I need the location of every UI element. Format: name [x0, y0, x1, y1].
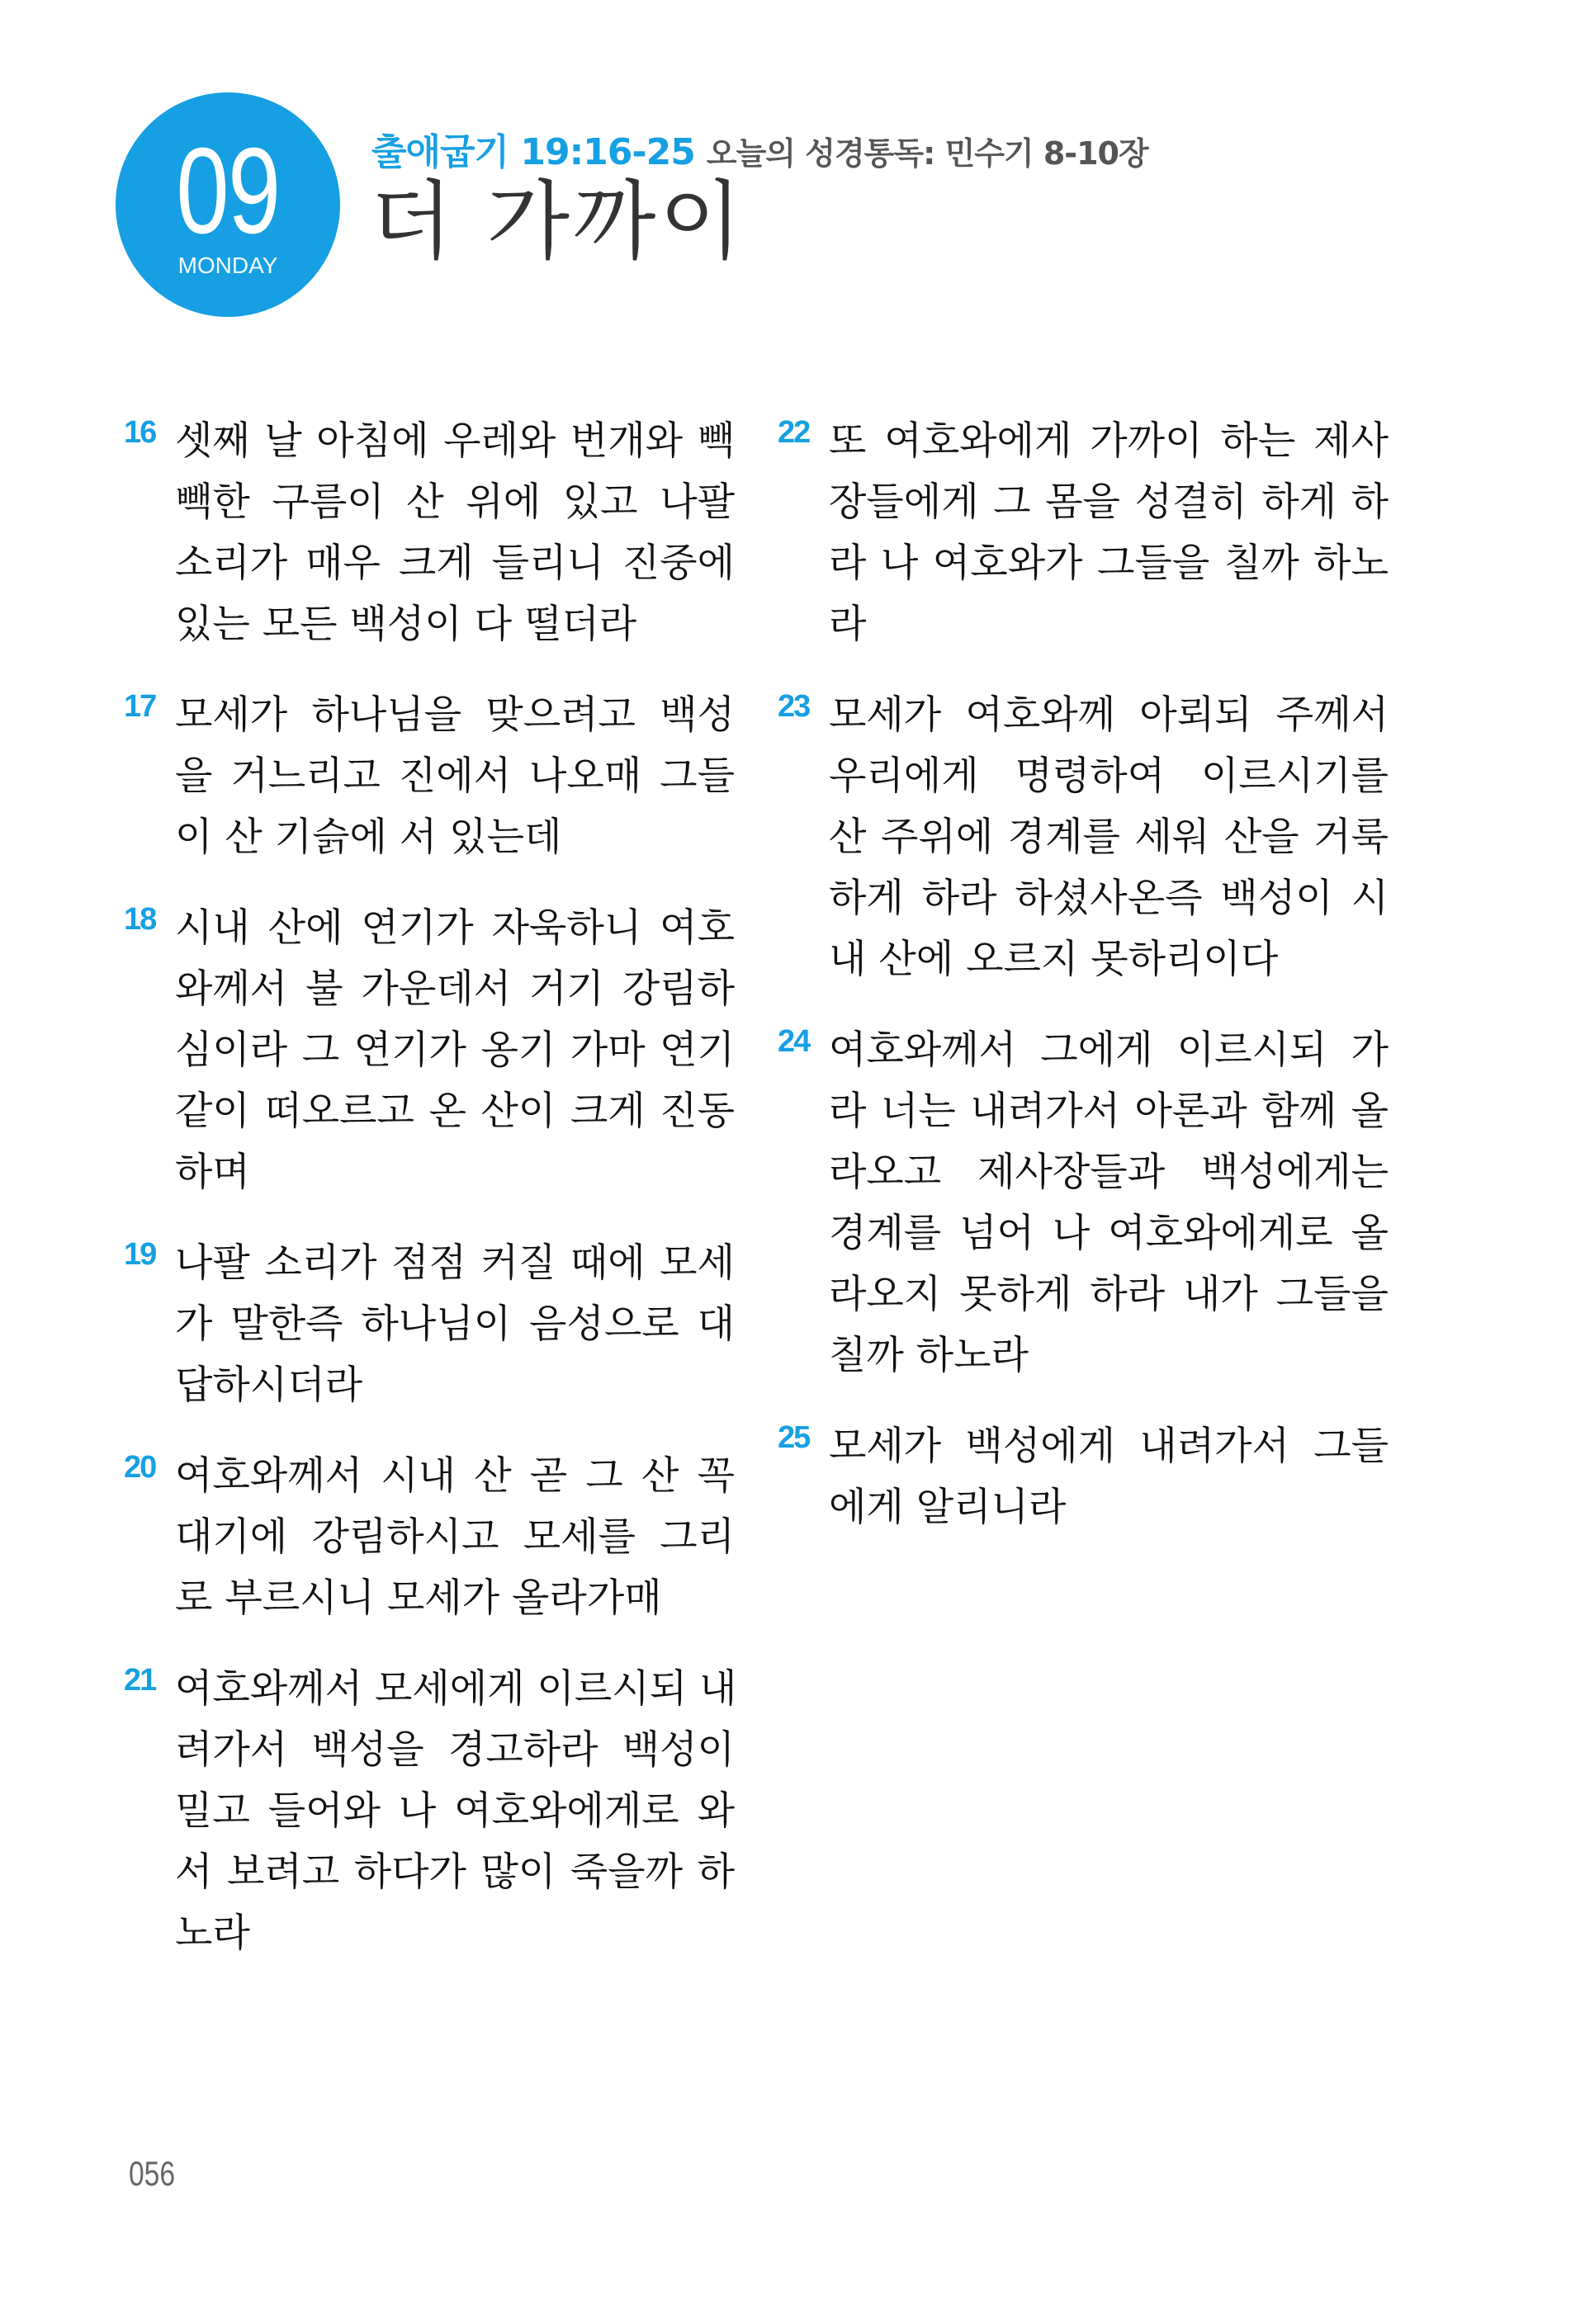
day-number: 09	[176, 123, 280, 259]
verse-number: 19	[124, 1237, 156, 1272]
verse-line: 경계를 넘어 나 여호와에게로 올	[829, 1211, 1389, 1256]
verse-line: 여호와께서 그에게 이르시되 가	[829, 1027, 1389, 1073]
verse-line: 내 산에 오르지 못하리이다	[829, 937, 1279, 982]
verse-number: 23	[778, 689, 810, 724]
verse-text	[829, 411, 1389, 655]
verse-text	[175, 411, 735, 655]
verse-line: 우리에게 명령하여 이르시기를	[829, 753, 1389, 799]
verse-number: 22	[778, 415, 810, 450]
verse-line: 대기에 강림하시고 모세를 그리	[175, 1514, 735, 1560]
verse-line: 노라	[175, 1911, 250, 1956]
verse-line: 여호와께서 모세에게 이르시되 내	[175, 1666, 737, 1712]
verse-line: 을 거느리고 진에서 나오매 그들	[175, 753, 735, 799]
verse-line: 소리가 매우 크게 들리니 진중에	[175, 541, 735, 586]
verse-line: 모세가 하나님을 맞으려고 백성	[175, 692, 735, 738]
day-of-week-label: MONDAY	[177, 253, 278, 278]
verse-line: 하게 하라 하셨사온즉 백성이 시	[829, 876, 1389, 921]
verse-line: 산 주위에 경계를 세워 산을 거룩	[829, 815, 1389, 860]
verse-line: 칠까 하노라	[829, 1333, 1029, 1378]
verse-text	[175, 1659, 735, 1964]
verse-line: 라 나 여호와가 그들을 칠까 하노	[829, 541, 1389, 586]
page-title: 더 가까이	[370, 171, 745, 272]
verse-line: 셋째 날 아침에 우레와 번개와 빽	[175, 418, 735, 464]
verse	[124, 685, 735, 868]
verse-line: 라오지 못하게 하라 내가 그들을	[829, 1272, 1389, 1317]
daily-reading-label: 오늘의 성경통독: 민수기 8-10장	[706, 135, 1148, 172]
verse-line: 려가서 백성을 경고하라 백성이	[175, 1727, 735, 1773]
verse-line: 라	[829, 602, 867, 647]
verse-text	[175, 898, 735, 1203]
verse-line: 나팔 소리가 점점 커질 때에 모세	[175, 1240, 735, 1286]
verse-number: 24	[778, 1024, 810, 1059]
verse-line: 모세가 여호와께 아뢰되 주께서	[829, 692, 1389, 738]
verse	[778, 411, 1389, 655]
verse-line: 밀고 들어와 나 여호와에게로 와	[175, 1788, 735, 1834]
verse-line: 장들에게 그 몸을 성결히 하게 하	[829, 479, 1389, 525]
verse-line: 에게 알리니라	[829, 1485, 1067, 1530]
verse-line: 시내 산에 연기가 자욱하니 여호	[175, 905, 735, 951]
verse-line: 서 보려고 하다가 많이 죽을까 하	[175, 1849, 735, 1895]
day-badge	[116, 92, 340, 317]
verse-text	[829, 1020, 1389, 1386]
verse-line: 가 말한즉 하나님이 음성으로 대	[175, 1301, 735, 1347]
verse-line: 있는 모든 백성이 다 떨더라	[175, 602, 637, 647]
scripture-reference: 출애굽기 19:16-25	[371, 131, 695, 173]
verse-text	[829, 1416, 1389, 1538]
verse	[124, 411, 735, 655]
verse-text	[175, 685, 735, 868]
right-column	[778, 411, 1389, 1568]
verse-line: 로 부르시니 모세가 올라가매	[175, 1575, 662, 1621]
verse-number: 18	[124, 902, 156, 937]
verse-line: 심이라 그 연기가 옹기 가마 연기	[175, 1027, 735, 1073]
verse	[124, 898, 735, 1203]
verse	[124, 1659, 735, 1964]
verse-line: 와께서 불 가운데서 거기 강림하	[175, 966, 735, 1012]
verse-text	[829, 685, 1389, 990]
verse	[778, 685, 1389, 990]
verse	[778, 1416, 1389, 1538]
verse-number: 17	[124, 689, 156, 724]
verse-line: 답하시더라	[175, 1363, 363, 1408]
page-header	[0, 0, 1585, 347]
verse-text	[175, 1233, 735, 1416]
verse-line: 모세가 백성에게 내려가서 그들	[829, 1424, 1389, 1469]
verse-line: 하며	[175, 1150, 250, 1195]
verse-line: 같이 떠오르고 온 산이 크게 진동	[175, 1089, 735, 1134]
verse	[124, 1233, 735, 1416]
verse-line: 라오고 제사장들과 백성에게는	[829, 1150, 1389, 1195]
reference-line	[371, 122, 1148, 175]
verse-line: 여호와께서 시내 산 곧 그 산 꼭	[175, 1453, 735, 1499]
page-number: 056	[129, 2154, 176, 2193]
verse	[778, 1020, 1389, 1386]
verse-line: 이 산 기슭에 서 있는데	[175, 815, 562, 860]
verse-number: 16	[124, 415, 156, 450]
verse-number: 21	[124, 1663, 156, 1698]
verse-text	[175, 1446, 735, 1629]
verse-number: 20	[124, 1450, 156, 1485]
verse-number: 25	[778, 1420, 810, 1455]
verse	[124, 1446, 735, 1629]
verse-line: 라 너는 내려가서 아론과 함께 올	[829, 1089, 1389, 1134]
left-column	[124, 411, 735, 1994]
verse-line: 빽한 구름이 산 위에 있고 나팔	[175, 479, 735, 525]
verse-line: 또 여호와에게 가까이 하는 제사	[829, 418, 1389, 464]
